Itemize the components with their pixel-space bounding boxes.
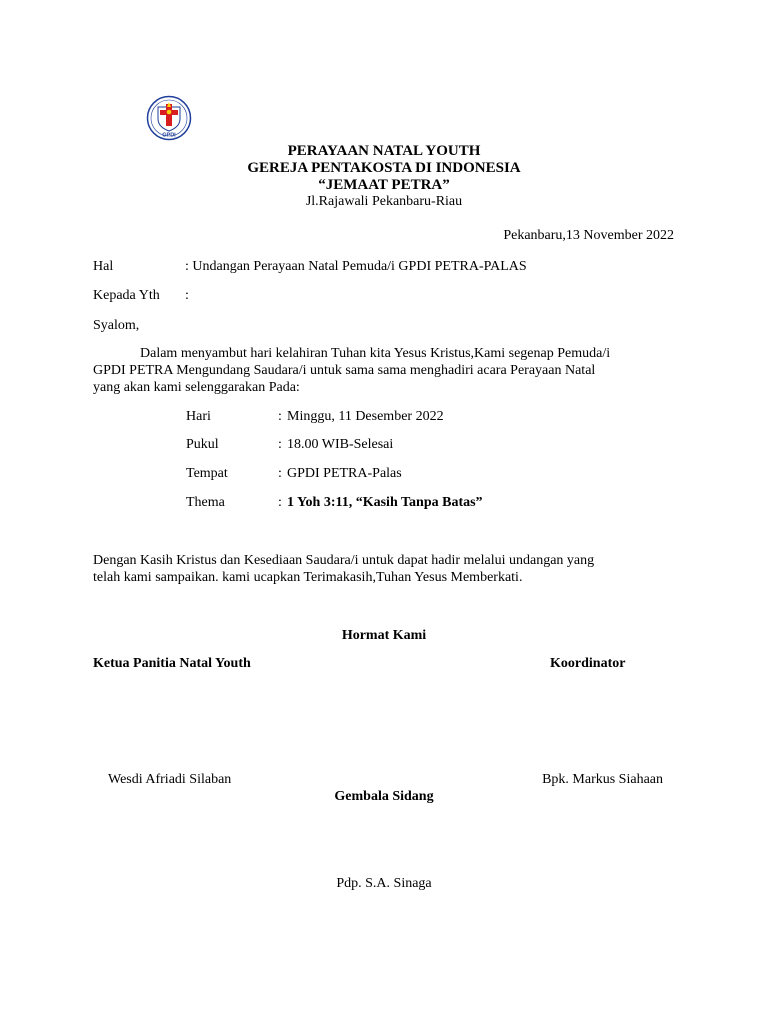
detail-colon-thema: : xyxy=(278,495,282,510)
detail-value-tempat: GPDI PETRA-Palas xyxy=(287,466,402,481)
header-line3: “JEMAAT PETRA” xyxy=(318,177,450,193)
detail-label-pukul: Pukul xyxy=(186,437,219,452)
kepada-label: Kepada Yth xyxy=(93,288,160,303)
detail-label-tempat: Tempat xyxy=(186,466,228,481)
gpdi-logo xyxy=(146,95,192,141)
kepada-value: : xyxy=(185,288,189,303)
body-line3: yang akan kami selenggarakan Pada: xyxy=(93,380,300,395)
hormat-kami: Hormat Kami xyxy=(341,628,427,643)
gembala-title: Gembala Sidang xyxy=(334,789,434,804)
letter-date: Pekanbaru,13 November 2022 xyxy=(503,228,674,243)
detail-colon-pukul: : xyxy=(278,437,282,452)
detail-colon-hari: : xyxy=(278,409,282,424)
hal-label: Hal xyxy=(93,259,114,274)
koordinator-title: Koordinator xyxy=(550,656,626,671)
detail-label-thema: Thema xyxy=(186,495,225,510)
greeting: Syalom, xyxy=(93,318,140,333)
closing-line1: Dengan Kasih Kristus dan Kesediaan Saudara/i untuk dapat hadir melalui undangan yang xyxy=(93,553,595,568)
detail-value-pukul: 18.00 WIB-Selesai xyxy=(287,437,394,452)
ketua-name: Wesdi Afriadi Silaban xyxy=(108,772,232,787)
koordinator-name: Bpk. Markus Siahaan xyxy=(542,772,663,787)
hal-value: : Undangan Perayaan Natal Pemuda/i GPDI PETRA-PALAS xyxy=(185,259,527,274)
gembala-name: Pdp. S.A. Sinaga xyxy=(336,876,432,891)
body-line1: Dalam menyambut hari kelahiran Tuhan kita Yesus Kristus,Kami segenap Pemuda/i xyxy=(140,346,611,361)
detail-value-hari: Minggu, 11 Desember 2022 xyxy=(287,409,444,424)
detail-colon-tempat: : xyxy=(278,466,282,481)
ketua-title: Ketua Panitia Natal Youth xyxy=(93,656,251,671)
detail-label-hari: Hari xyxy=(186,409,211,424)
detail-value-thema: 1 Yoh 3:11, “Kasih Tanpa Batas” xyxy=(287,495,483,510)
header-line2: GEREJA PENTAKOSTA DI INDONESIA xyxy=(247,160,521,176)
header-address: Jl.Rajawali Pekanbaru-Riau xyxy=(305,194,463,209)
logo-text: GPDI xyxy=(162,132,176,139)
header-line1: PERAYAAN NATAL YOUTH xyxy=(287,143,481,159)
body-line2: GPDI PETRA Mengundang Saudara/i untuk sama sama menghadiri acara Perayaan Natal xyxy=(93,363,596,378)
closing-line2: telah kami sampaikan. kami ucapkan Terimakasih,Tuhan Yesus Memberkati. xyxy=(93,570,523,585)
